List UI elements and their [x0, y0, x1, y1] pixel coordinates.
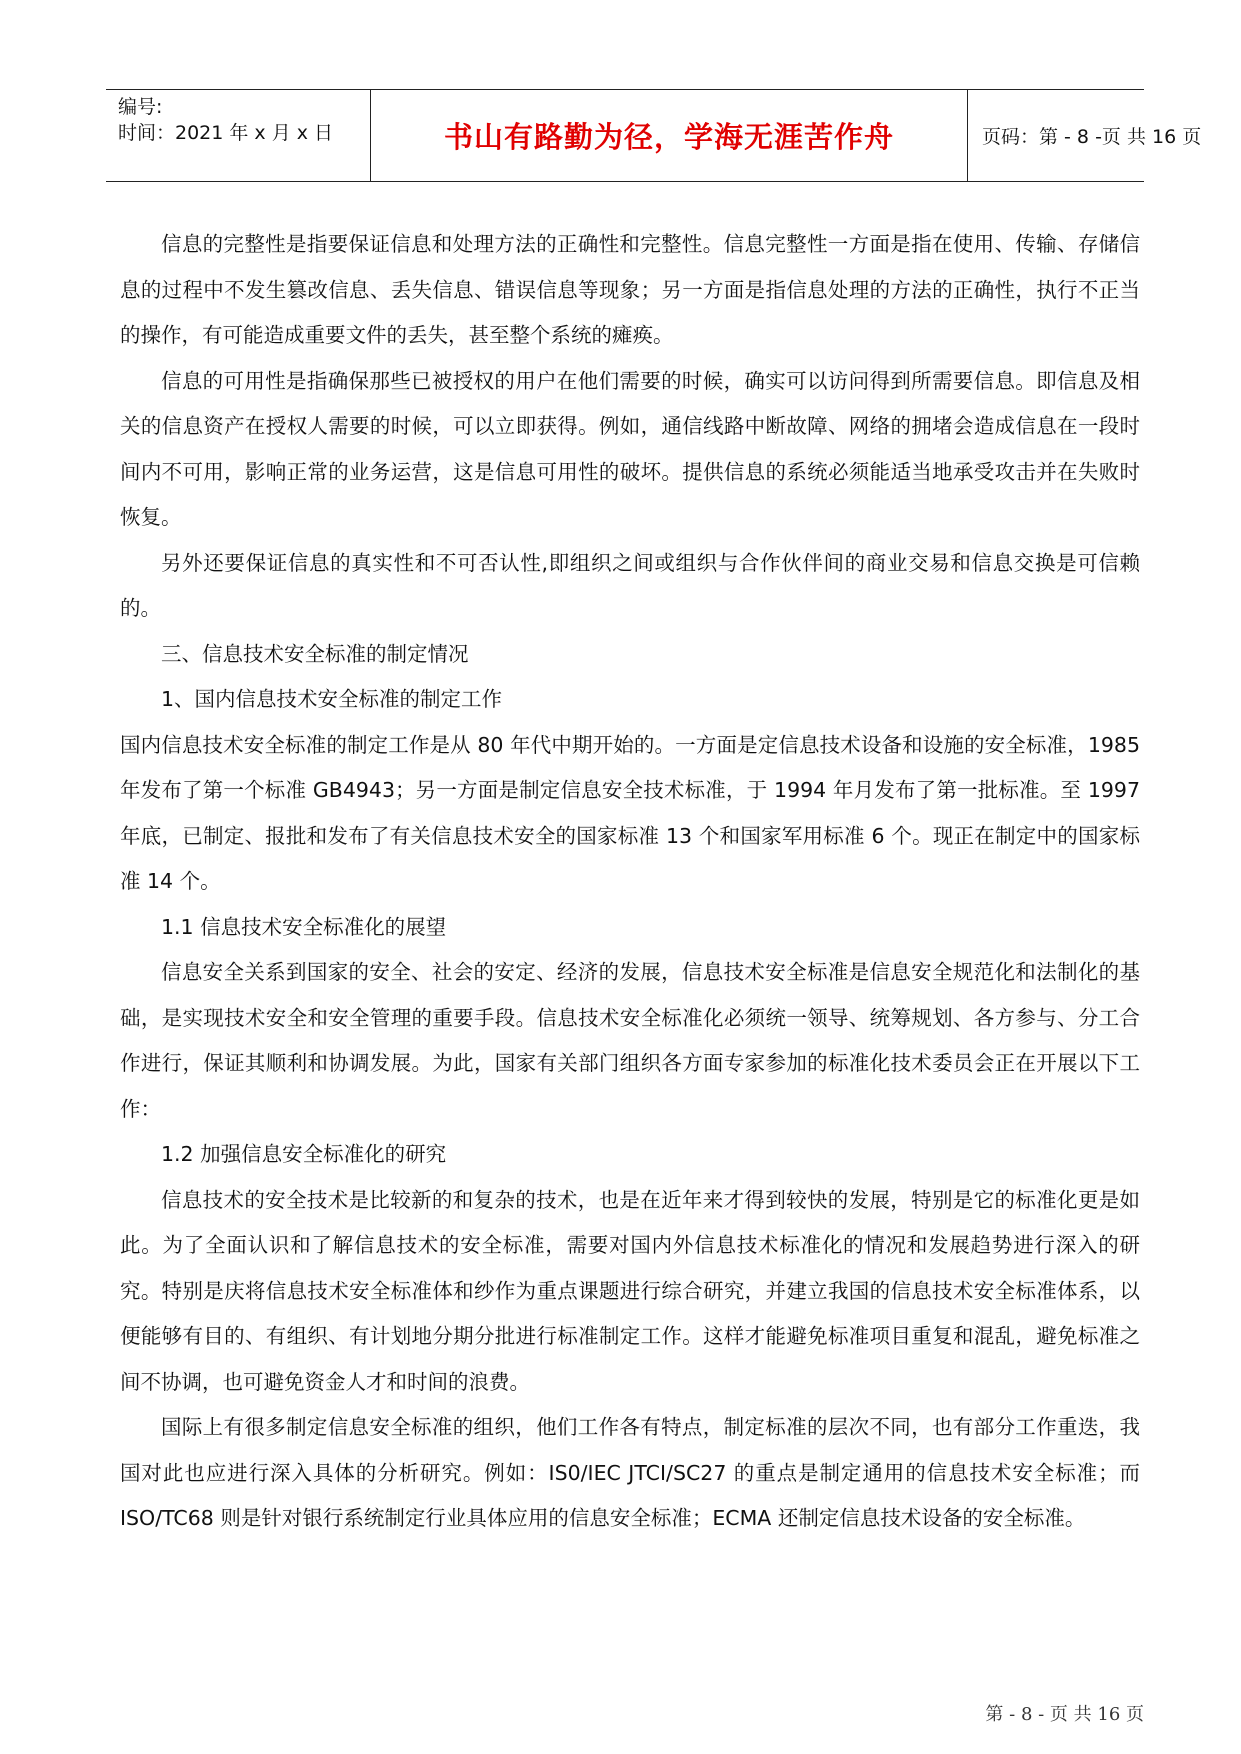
page-footer: 第 - 8 - 页 共 16 页: [985, 1704, 1144, 1725]
paragraph-international: 国际上有很多制定信息安全标准的组织，他们工作各有特点，制定标准的层次不同，也有部分工作重迭，我国对此也应进行深入具体的分析研究。例如：IS0/IEC JTCI/SC27 的重点是制定通用的信息技术安全标准；而 ISO/TC68 则是针对银行系统制定行业具体应用的信息安全标准；ECMA 还制定信息技术设备的安全标准。: [120, 1415, 1140, 1530]
header-page-number: 页码：第 - 8 -页 共 16 页: [982, 126, 1202, 148]
paragraph-outlook: 信息安全关系到国家的安全、社会的安定、经济的发展，信息技术安全标准是信息安全规范化和法制化的基础，是实现技术安全和安全管理的重要手段。信息技术安全标准化必须统一领导、统筹规划、各方参与、分工合作进行，保证其顺利和协调发展。为此，国家有关部门组织各方面专家参加的标准化技术委员会正在开展以下工作：: [120, 960, 1140, 1121]
section-heading-3: 三、信息技术安全标准的制定情况: [161, 641, 469, 666]
paragraph-integrity: 信息的完整性是指要保证信息和处理方法的正确性和完整性。信息完整性一方面是指在使用、传输、存储信息的过程中不发生篡改信息、丢失信息、错误信息等现象；另一方面是指信息处理的方法的正确性，执行不正当的操作，有可能造成重要文件的丢失，甚至整个系统的瘫痪。: [120, 232, 1140, 347]
subsection-heading-1-2: 1.2 加强信息安全标准化的研究: [161, 1142, 447, 1166]
document-time: 时间：2021 年 x 月 x 日: [118, 122, 334, 144]
page-header: [106, 89, 1202, 182]
paragraph-research: 信息技术的安全技术是比较新的和复杂的技术，也是在近年来才得到较快的发展，特别是它的标准化更是如此。为了全面认识和了解信息技术的安全标准，需要对国内外信息技术标准化的情况和发展趋势进行深入的研究。特别是庆将信息技术安全标准体和纱作为重点课题进行综合研究，并建立我国的信息技术安全标准体系，以便能够有目的、有组织、有计划地分期分批进行标准制定工作。这样才能避免标准项目重复和混乱，避免标准之间不协调，也可避免资金人才和时间的浪费。: [120, 1187, 1140, 1394]
paragraph-authenticity: 另外还要保证信息的真实性和不可否认性,即组织之间或组织与合作伙伴间的商业交易和信息交换是可信赖的。: [120, 550, 1140, 620]
paragraph-domestic-standards: 国内信息技术安全标准的制定工作是从 80 年代中期开始的。一方面是定信息技术设备和设施的安全标准，1985 年发布了第一个标准 GB4943；另一方面是制定信息安全技术标准，于 1994 年月发布了第一批标准。至 1997 年底，已制定、报批和发布了有关信息技术安全的国家标准 13 个和国家军用标准 6 个。现正在制定中的国家标准 14 个。: [120, 732, 1140, 893]
subsection-heading-1-1: 1.1 信息技术安全标准化的展望: [161, 914, 447, 939]
header-motto: 书山有路勤为径，学海无涯苦作舟: [370, 90, 968, 181]
paragraph-availability: 信息的可用性是指确保那些已被授权的用户在他们需要的时候，确实可以访问得到所需要信息。即信息及相关的信息资产在授权人需要的时候，可以立即获得。例如，通信线路中断故障、网络的拥堵会造成信息在一段时间内不可用，影响正常的业务运营，这是信息可用性的破坏。提供信息的系统必须能适当地承受攻击并在失败时恢复。: [120, 368, 1140, 529]
subsection-heading-1: 1、国内信息技术安全标准的制定工作: [161, 687, 503, 711]
header-info: [118, 90, 370, 181]
document-number-label: 编号:: [118, 96, 163, 118]
document-body: [120, 222, 1140, 1542]
